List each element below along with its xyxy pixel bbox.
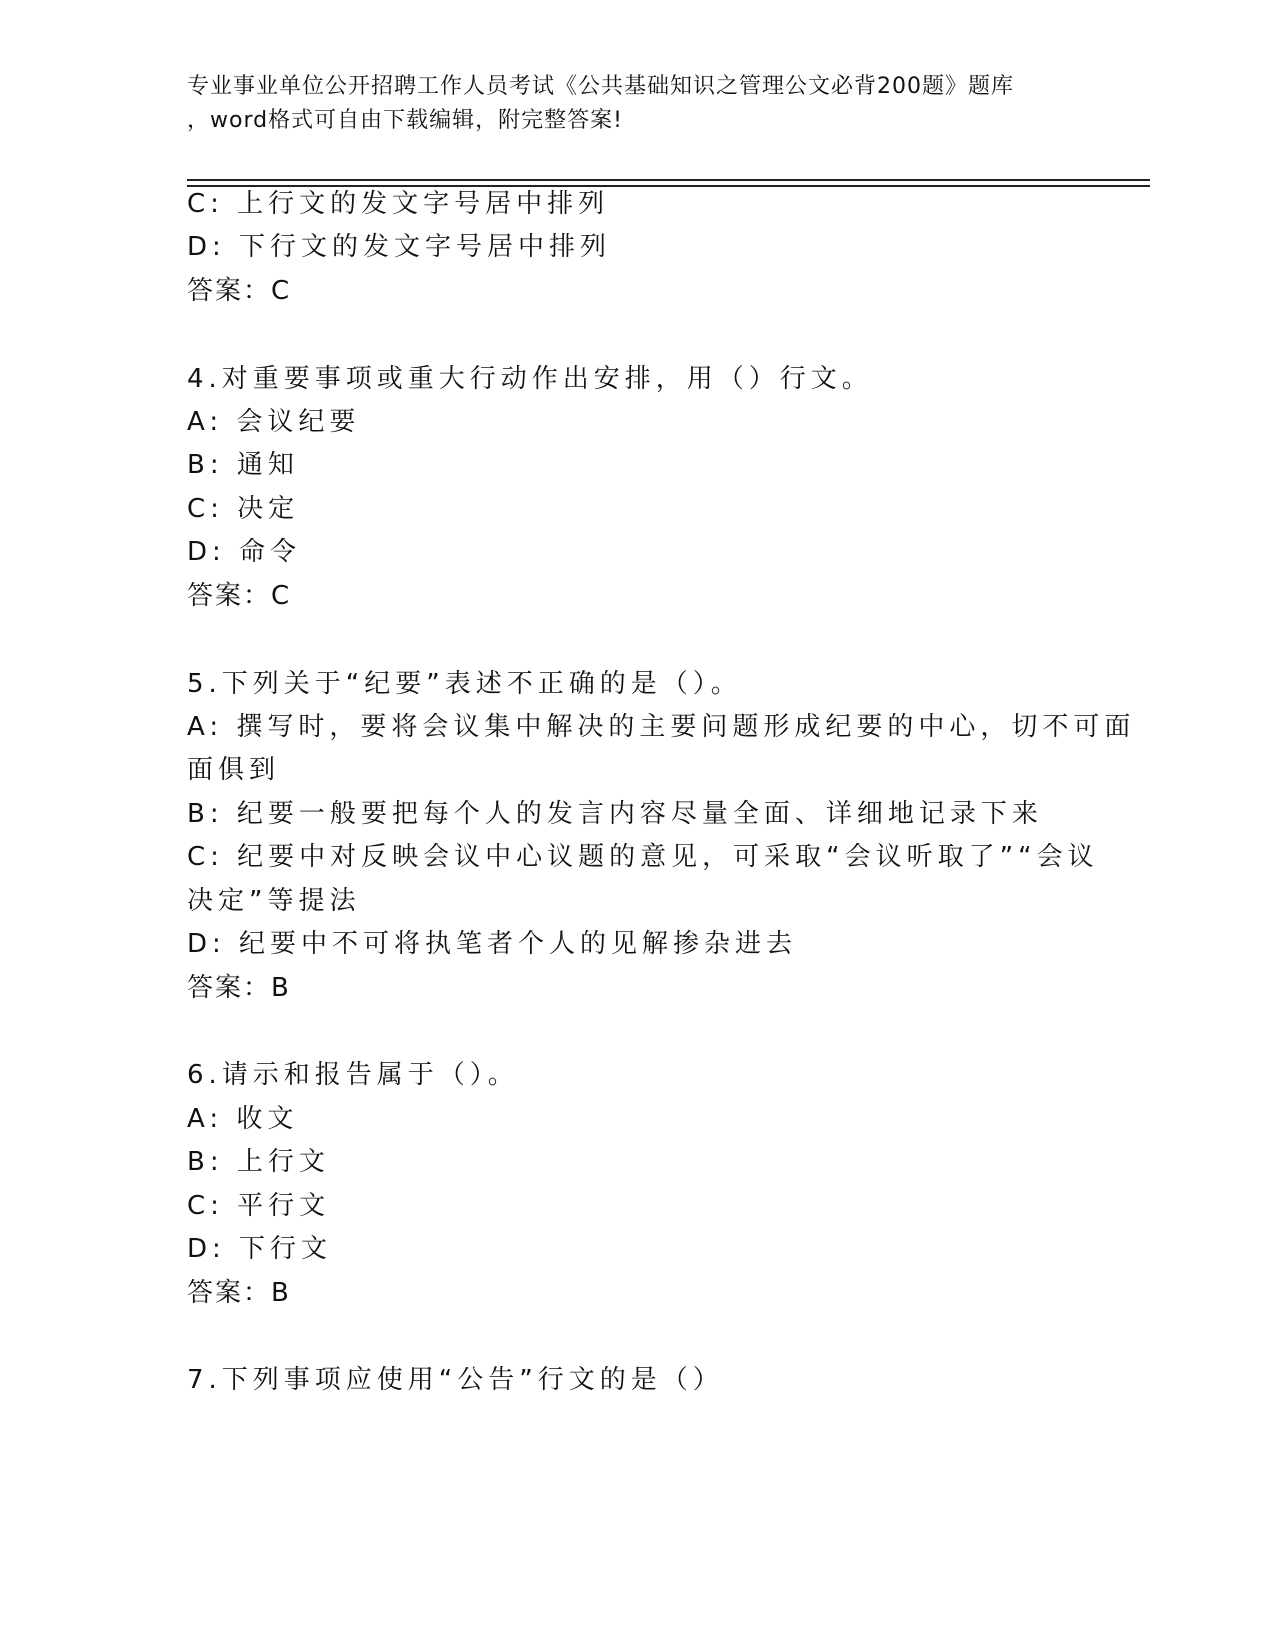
q5-option-a-line1: A: 撰写时，要将会议集中解决的主要问题形成纪要的中心，切不可面 xyxy=(187,712,1136,742)
q6-option-d: D: 下行文 xyxy=(187,1234,333,1264)
q4-answer: 答案：C xyxy=(187,581,292,611)
q5-option-c-line2: 决定”等提法 xyxy=(187,886,361,916)
q6-option-a: A: 收文 xyxy=(187,1104,299,1134)
q4-option-b: B: 通知 xyxy=(187,450,299,480)
q6-question: 6.请示和报告属于（）。 xyxy=(187,1060,519,1090)
q6-option-c: C: 平行文 xyxy=(187,1191,331,1221)
q3-option-c: C: 上行文的发文字号居中排列 xyxy=(187,189,610,219)
header-rule-thick xyxy=(187,179,1150,181)
document-header xyxy=(187,70,1087,138)
header-title-line1: 专业事业单位公开招聘工作人员考试《公共基础知识之管理公文必背200题》题库 xyxy=(187,74,1014,99)
q4-option-d: D: 命令 xyxy=(187,537,302,567)
q3-option-d: D: 下行文的发文字号居中排列 xyxy=(187,232,612,262)
q4-question: 4.对重要事项或重大行动作出安排，用（）行文。 xyxy=(187,364,873,394)
q7-question: 7.下列事项应使用“公告”行文的是（） xyxy=(187,1365,724,1395)
q5-answer: 答案：B xyxy=(187,973,291,1003)
q5-option-a-line2: 面俱到 xyxy=(187,755,281,785)
q4-option-a: A: 会议纪要 xyxy=(187,407,361,437)
q5-option-b: B: 纪要一般要把每个人的发言内容尽量全面、详细地记录下来 xyxy=(187,799,1043,829)
q5-option-c-line1: C: 纪要中对反映会议中心议题的意见，可采取“会议听取了”“会议 xyxy=(187,842,1099,872)
q4-option-c: C: 决定 xyxy=(187,494,300,524)
header-title-line2: ，word格式可自由下载编辑，附完整答案! xyxy=(187,108,623,133)
q3-answer: 答案：C xyxy=(187,276,292,306)
q5-option-d: D: 纪要中不可将执笔者个人的见解掺杂进去 xyxy=(187,929,798,959)
q5-question: 5.下列关于“纪要”表述不正确的是（）。 xyxy=(187,669,742,699)
q6-answer: 答案：B xyxy=(187,1278,291,1308)
q6-option-b: B: 上行文 xyxy=(187,1147,330,1177)
